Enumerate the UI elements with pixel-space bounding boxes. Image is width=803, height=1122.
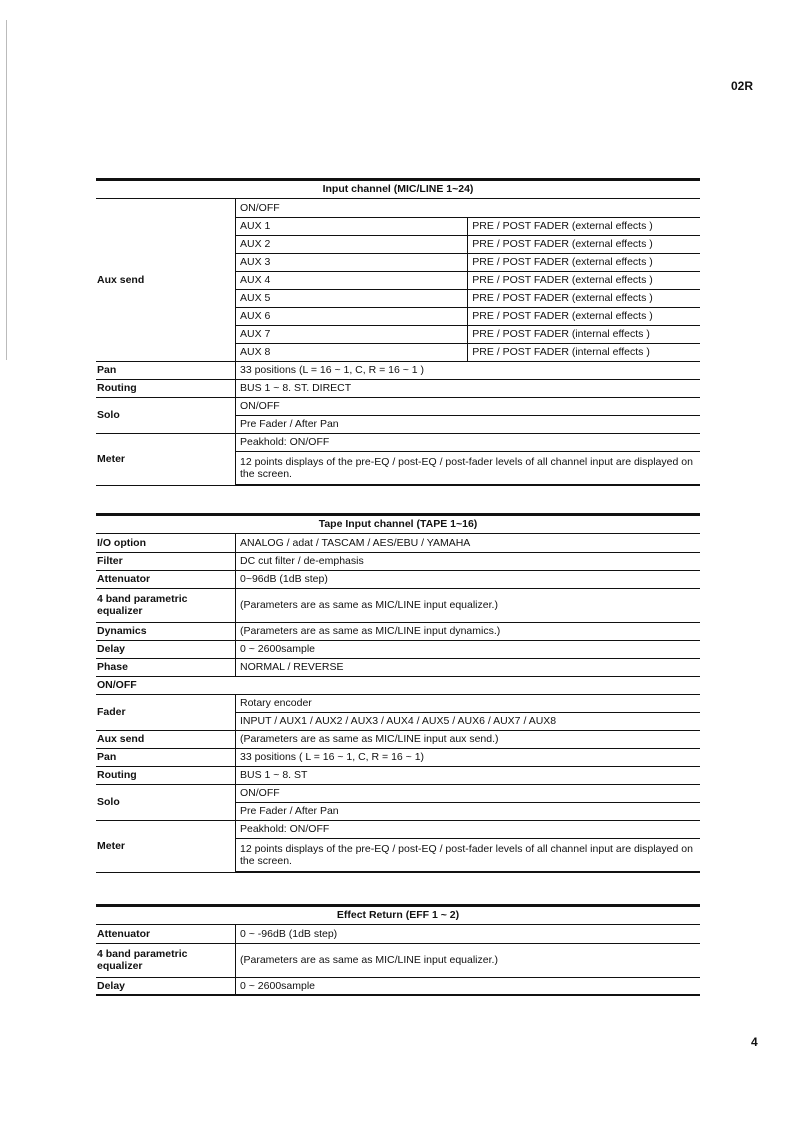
aux-name: AUX 8: [236, 343, 468, 361]
row-label: Solo: [96, 397, 236, 433]
row-value: Pre Fader / After Pan: [236, 415, 701, 433]
aux-desc: PRE / POST FADER (internal effects ): [468, 343, 700, 361]
section-title: Input channel (MIC/LINE 1~24): [96, 178, 700, 199]
table-row: [96, 977, 700, 995]
aux-desc: PRE / POST FADER (external effects ): [468, 307, 700, 325]
row-value: Rotary encoder: [236, 694, 701, 712]
tape-channel-table: [96, 534, 700, 873]
table-row: [96, 361, 700, 379]
row-value: (Parameters are as same as MIC/LINE input aux send.): [236, 730, 701, 748]
aux-desc: PRE / POST FADER (external effects ): [468, 235, 700, 253]
row-label: Phase: [96, 658, 236, 676]
row-value: INPUT / AUX1 / AUX2 / AUX3 / AUX4 / AUX5 / AUX6 / AUX7 / AUX8: [236, 712, 701, 730]
table-row: [96, 766, 700, 784]
aux-name: AUX 1: [236, 217, 468, 235]
row-label: Routing: [96, 379, 236, 397]
row-label: Meter: [96, 433, 236, 485]
row-label: Fader: [96, 694, 236, 730]
aux-desc: PRE / POST FADER (internal effects ): [468, 325, 700, 343]
row-label: Dynamics: [96, 622, 236, 640]
row-value: (Parameters are as same as MIC/LINE input equalizer.): [236, 943, 701, 977]
row-value: (Parameters are as same as MIC/LINE input dynamics.): [236, 622, 701, 640]
table-row: [96, 397, 700, 415]
row-value: 12 points displays of the pre-EQ / post-EQ / post-fader levels of all channel input are displayed on the screen.: [236, 451, 701, 485]
row-label: 4 band parametric equalizer: [96, 588, 236, 622]
table-row: [96, 748, 700, 766]
row-value: 33 positions ( L = 16 ~ 1, C, R = 16 ~ 1): [236, 748, 701, 766]
table-row: [96, 379, 700, 397]
row-label: Delay: [96, 977, 236, 995]
aux-name: AUX 6: [236, 307, 468, 325]
row-label: Attenuator: [96, 925, 236, 943]
row-value: BUS 1 ~ 8. ST. DIRECT: [236, 379, 701, 397]
row-label: Attenuator: [96, 570, 236, 588]
table-row: [96, 552, 700, 570]
row-value: 33 positions (L = 16 ~ 1, C, R = 16 ~ 1 ): [236, 361, 701, 379]
table-row: [96, 784, 700, 802]
aux-desc: PRE / POST FADER (external effects ): [468, 217, 700, 235]
aux-desc: PRE / POST FADER (external effects ): [468, 253, 700, 271]
row-value: 0 ~ -96dB (1dB step): [236, 925, 701, 943]
row-value: Pre Fader / After Pan: [236, 802, 701, 820]
table-row: [96, 640, 700, 658]
table-row: [96, 676, 700, 694]
tape-channel-section: [96, 513, 700, 873]
table-row: [96, 694, 700, 712]
section-title: Tape Input channel (TAPE 1~16): [96, 513, 700, 534]
input-channel-section: [96, 178, 700, 486]
aux-name: AUX 2: [236, 235, 468, 253]
table-row: [96, 588, 700, 622]
row-value: 12 points displays of the pre-EQ / post-EQ / post-fader levels of all channel input are displayed on the screen.: [236, 838, 701, 872]
aux-desc: PRE / POST FADER (external effects ): [468, 271, 700, 289]
table-row: [96, 820, 700, 838]
row-value: Peakhold: ON/OFF: [236, 820, 701, 838]
row-value: 0~96dB (1dB step): [236, 570, 701, 588]
aux-name: AUX 3: [236, 253, 468, 271]
row-label: Solo: [96, 784, 236, 820]
model-header: 02R: [731, 79, 754, 93]
row-label: Delay: [96, 640, 236, 658]
row-label: Aux send: [96, 199, 236, 361]
row-value: 0 ~ 2600sample: [236, 640, 701, 658]
row-label: Routing: [96, 766, 236, 784]
row-value: ON/OFF: [236, 397, 701, 415]
row-label: 4 band parametric equalizer: [96, 943, 236, 977]
section-title: Effect Return (EFF 1 ~ 2): [96, 904, 700, 925]
row-label: Pan: [96, 748, 236, 766]
table-row: [96, 622, 700, 640]
table-row: [96, 199, 700, 217]
aux-name: AUX 5: [236, 289, 468, 307]
row-value: ON/OFF: [236, 199, 701, 217]
margin-line: [6, 20, 7, 360]
row-label: ON/OFF: [96, 676, 700, 694]
row-label: Filter: [96, 552, 236, 570]
row-value: ANALOG / adat / TASCAM / AES/EBU / YAMAHA: [236, 534, 701, 552]
row-value: DC cut filter / de-emphasis: [236, 552, 701, 570]
row-value: 0 ~ 2600sample: [236, 977, 701, 995]
table-row: [96, 534, 700, 552]
table-row: [96, 433, 700, 451]
table-row: [96, 730, 700, 748]
aux-desc: PRE / POST FADER (external effects ): [468, 289, 700, 307]
row-label: Meter: [96, 820, 236, 872]
row-label: I/O option: [96, 534, 236, 552]
row-value: ON/OFF: [236, 784, 701, 802]
table-row: [96, 925, 700, 943]
effect-return-table: [96, 925, 700, 996]
row-label: Pan: [96, 361, 236, 379]
table-row: [96, 570, 700, 588]
row-value: (Parameters are as same as MIC/LINE input equalizer.): [236, 588, 701, 622]
input-channel-table: [96, 199, 700, 486]
row-value: BUS 1 ~ 8. ST: [236, 766, 701, 784]
table-row: [96, 943, 700, 977]
aux-name: AUX 4: [236, 271, 468, 289]
aux-name: AUX 7: [236, 325, 468, 343]
table-row: [96, 658, 700, 676]
page-number: 4: [751, 1035, 758, 1049]
row-value: Peakhold: ON/OFF: [236, 433, 701, 451]
row-value: NORMAL / REVERSE: [236, 658, 701, 676]
effect-return-section: [96, 904, 700, 996]
row-label: Aux send: [96, 730, 236, 748]
